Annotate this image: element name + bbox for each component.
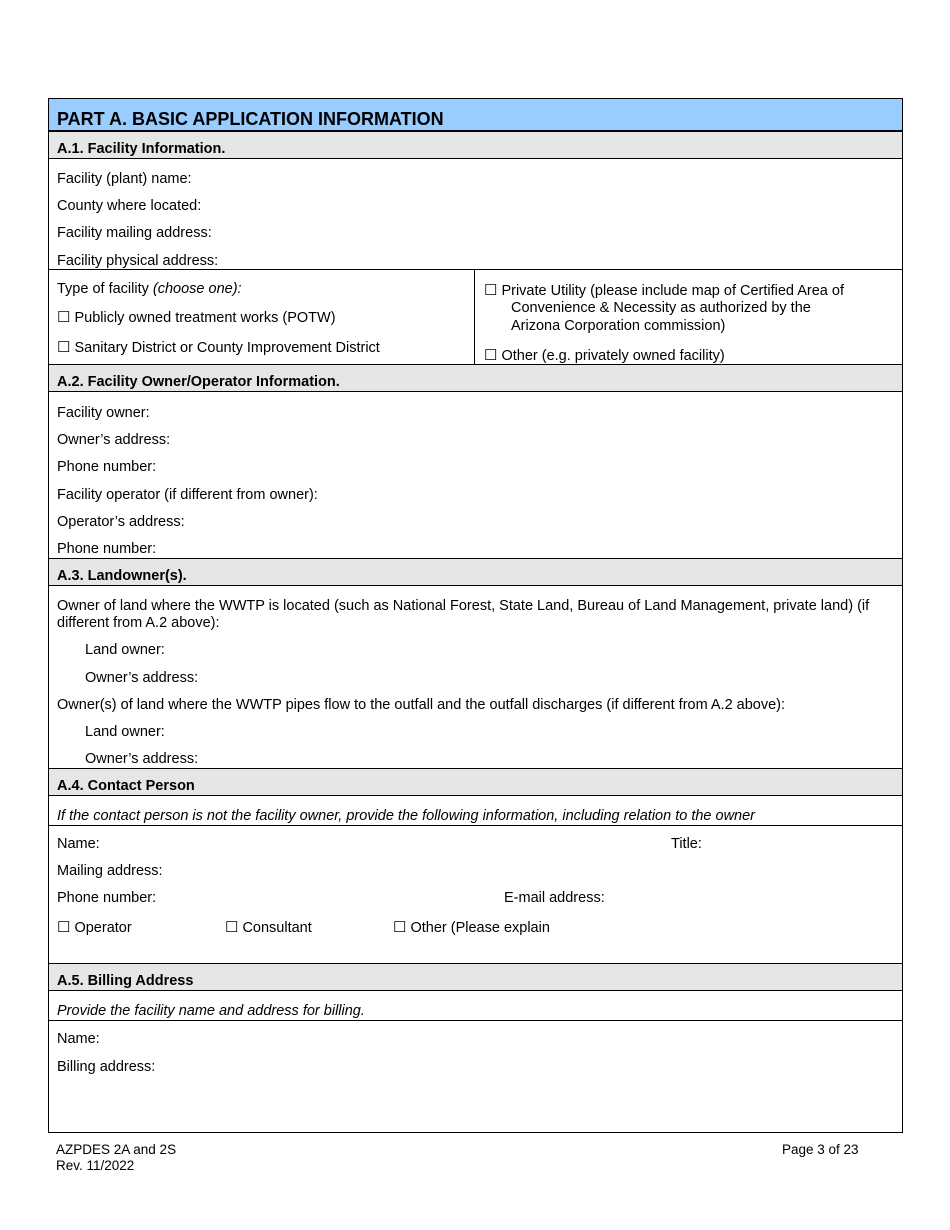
billing-name-label: Name: <box>57 1031 100 1047</box>
land-owner-2-address-label: Owner’s address: <box>85 751 199 767</box>
land-owner-1-label: Land owner: <box>85 642 165 658</box>
section-a1-header <box>49 131 902 159</box>
checkbox-operator[interactable]: ☐ <box>57 919 71 936</box>
billing-address-label: Billing address: <box>57 1059 156 1075</box>
section-a3-title: A.3. Landowner(s). <box>57 568 187 584</box>
section-a5-header <box>49 963 902 991</box>
operator-phone-label: Phone number: <box>57 541 157 557</box>
section-a2-title: A.2. Facility Owner/Operator Information. <box>57 374 340 390</box>
contact-mailing-address-label: Mailing address: <box>57 863 163 879</box>
option-sanitary-district[interactable]: ☐ Sanitary District or County Improvement District <box>57 339 380 356</box>
land-owner-2-label: Land owner: <box>85 724 165 740</box>
divider <box>49 269 902 270</box>
option-potw[interactable]: ☐ Publicly owned treatment works (POTW) <box>57 309 336 326</box>
checkbox-other-facility[interactable]: ☐ <box>484 347 498 364</box>
facility-owner-label: Facility owner: <box>57 405 150 421</box>
private-utility-line3: Arizona Corporation commission) <box>511 318 726 334</box>
section-a1-title: A.1. Facility Information. <box>57 141 226 157</box>
section-a4-title: A.4. Contact Person <box>57 778 195 794</box>
part-a-title: PART A. BASIC APPLICATION INFORMATION <box>57 109 444 129</box>
mailing-address-label: Facility mailing address: <box>57 225 212 241</box>
land-owner-1-address-label: Owner’s address: <box>85 670 199 686</box>
part-a-header <box>49 99 902 131</box>
checkbox-consultant[interactable]: ☐ <box>225 919 239 936</box>
contact-phone-label: Phone number: <box>57 890 157 906</box>
section-a4-header <box>49 768 902 796</box>
column-divider <box>474 269 475 364</box>
option-operator[interactable]: ☐ Operator <box>57 919 132 936</box>
divider <box>49 825 902 826</box>
footer-page-number: Page 3 of 23 <box>782 1142 859 1157</box>
section-a3-header <box>49 558 902 586</box>
checkbox-other-contact[interactable]: ☐ <box>393 919 407 936</box>
section-a2-header <box>49 364 902 392</box>
contact-title-label: Title: <box>671 836 702 852</box>
option-other-contact[interactable]: ☐ Other (Please explain <box>393 919 550 936</box>
section-a5-title: A.5. Billing Address <box>57 973 194 989</box>
outfall-landowner-intro: Owner(s) of land where the WWTP pipes flow to the outfall and the outfall discharges (if different from A.2 above): <box>57 697 786 713</box>
checkbox-potw[interactable]: ☐ <box>57 309 71 326</box>
facility-operator-label: Facility operator (if different from owner): <box>57 487 318 503</box>
billing-note: Provide the facility name and address for billing. <box>57 1003 365 1019</box>
checkbox-private-utility[interactable]: ☐ <box>484 282 498 299</box>
facility-type-hint: (choose one): <box>152 281 242 297</box>
application-form <box>48 98 903 1133</box>
physical-address-label: Facility physical address: <box>57 253 219 269</box>
option-consultant[interactable]: ☐ Consultant <box>225 919 312 936</box>
option-private-utility[interactable]: ☐ Private Utility (please include map of Certified Area of <box>484 282 844 299</box>
facility-type-label: Type of facility (choose one): <box>57 281 242 297</box>
facility-name-label: Facility (plant) name: <box>57 171 192 187</box>
landowner-intro: Owner of land where the WWTP is located (such as National Forest, State Land, Bureau of Land Management, private land) (if different from A.2 above): <box>57 598 870 631</box>
owner-address-label: Owner’s address: <box>57 432 171 448</box>
contact-note: If the contact person is not the facility owner, provide the following information, including relation to the owner <box>57 808 756 824</box>
footer-form-id: AZPDES 2A and 2S <box>56 1142 177 1157</box>
contact-email-label: E-mail address: <box>504 890 605 906</box>
checkbox-sanitary-district[interactable]: ☐ <box>57 339 71 356</box>
footer-revision: Rev. 11/2022 <box>56 1158 135 1173</box>
option-other-facility[interactable]: ☐ Other (e.g. privately owned facility) <box>484 347 725 364</box>
county-label: County where located: <box>57 198 202 214</box>
owner-phone-label: Phone number: <box>57 459 157 475</box>
operator-address-label: Operator’s address: <box>57 514 185 530</box>
private-utility-line2: Convenience & Necessity as authorized by the <box>511 300 811 316</box>
contact-name-label: Name: <box>57 836 100 852</box>
divider <box>49 1020 902 1021</box>
